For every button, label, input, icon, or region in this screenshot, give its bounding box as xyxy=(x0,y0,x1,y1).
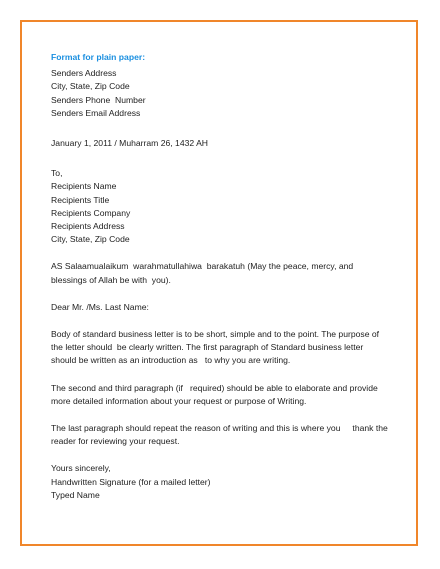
closing-sincerely: Yours sincerely, xyxy=(51,463,111,474)
recipient-address: Recipients Address xyxy=(51,221,125,232)
body-paragraph-2-line-1: The second and third paragraph (if required) should be able to elaborate and provide xyxy=(51,382,378,393)
body-paragraph-1 xyxy=(51,328,391,368)
body-paragraph-2 xyxy=(51,382,391,408)
greeting xyxy=(51,260,391,286)
recipient-name: Recipients Name xyxy=(51,181,117,192)
sender-phone: Senders Phone Number xyxy=(51,94,146,105)
sender-city: City, State, Zip Code xyxy=(51,81,130,92)
greeting-line-1: AS Salaamualaikum warahmatullahiwa barakatuh (May the peace, mercy, and xyxy=(51,261,354,272)
body-paragraph-1-line-3: should be written as an introduction as to why you are writing. xyxy=(51,355,291,366)
sender-email: Senders Email Address xyxy=(51,107,141,118)
recipient-block xyxy=(51,167,391,246)
body-paragraph-1-line-2: the letter should be clearly written. The first paragraph of Standard business letter xyxy=(51,342,364,353)
salutation: Dear Mr. /Ms. Last Name: xyxy=(51,301,149,312)
closing-typed-name: Typed Name xyxy=(51,489,100,500)
recipient-city: City, State, Zip Code xyxy=(51,234,130,245)
body-paragraph-2-line-2: more detailed information about your request or purpose of Writing. xyxy=(51,395,307,406)
sender-block xyxy=(51,67,391,120)
body-paragraph-3 xyxy=(51,422,391,448)
body-paragraph-3-line-2: reader for reviewing your request. xyxy=(51,436,180,447)
sender-address: Senders Address xyxy=(51,68,117,79)
closing-signature: Handwritten Signature (for a mailed letter) xyxy=(51,476,211,487)
body-paragraph-3-line-1: The last paragraph should repeat the reason of writing and this is where you thank the xyxy=(51,423,388,434)
letter-date: January 1, 2011 / Muharram 26, 1432 AH xyxy=(51,138,209,149)
recipient-to: To, xyxy=(51,168,63,179)
format-title: Format for plain paper: xyxy=(51,52,146,62)
recipient-title: Recipients Title xyxy=(51,194,110,205)
greeting-line-2: blessings of Allah be with you). xyxy=(51,274,171,285)
letter-content xyxy=(51,51,391,502)
closing-block xyxy=(51,462,391,502)
recipient-company: Recipients Company xyxy=(51,207,131,218)
body-paragraph-1-line-1: Body of standard business letter is to be short, simple and to the point. The purpose of xyxy=(51,329,380,340)
